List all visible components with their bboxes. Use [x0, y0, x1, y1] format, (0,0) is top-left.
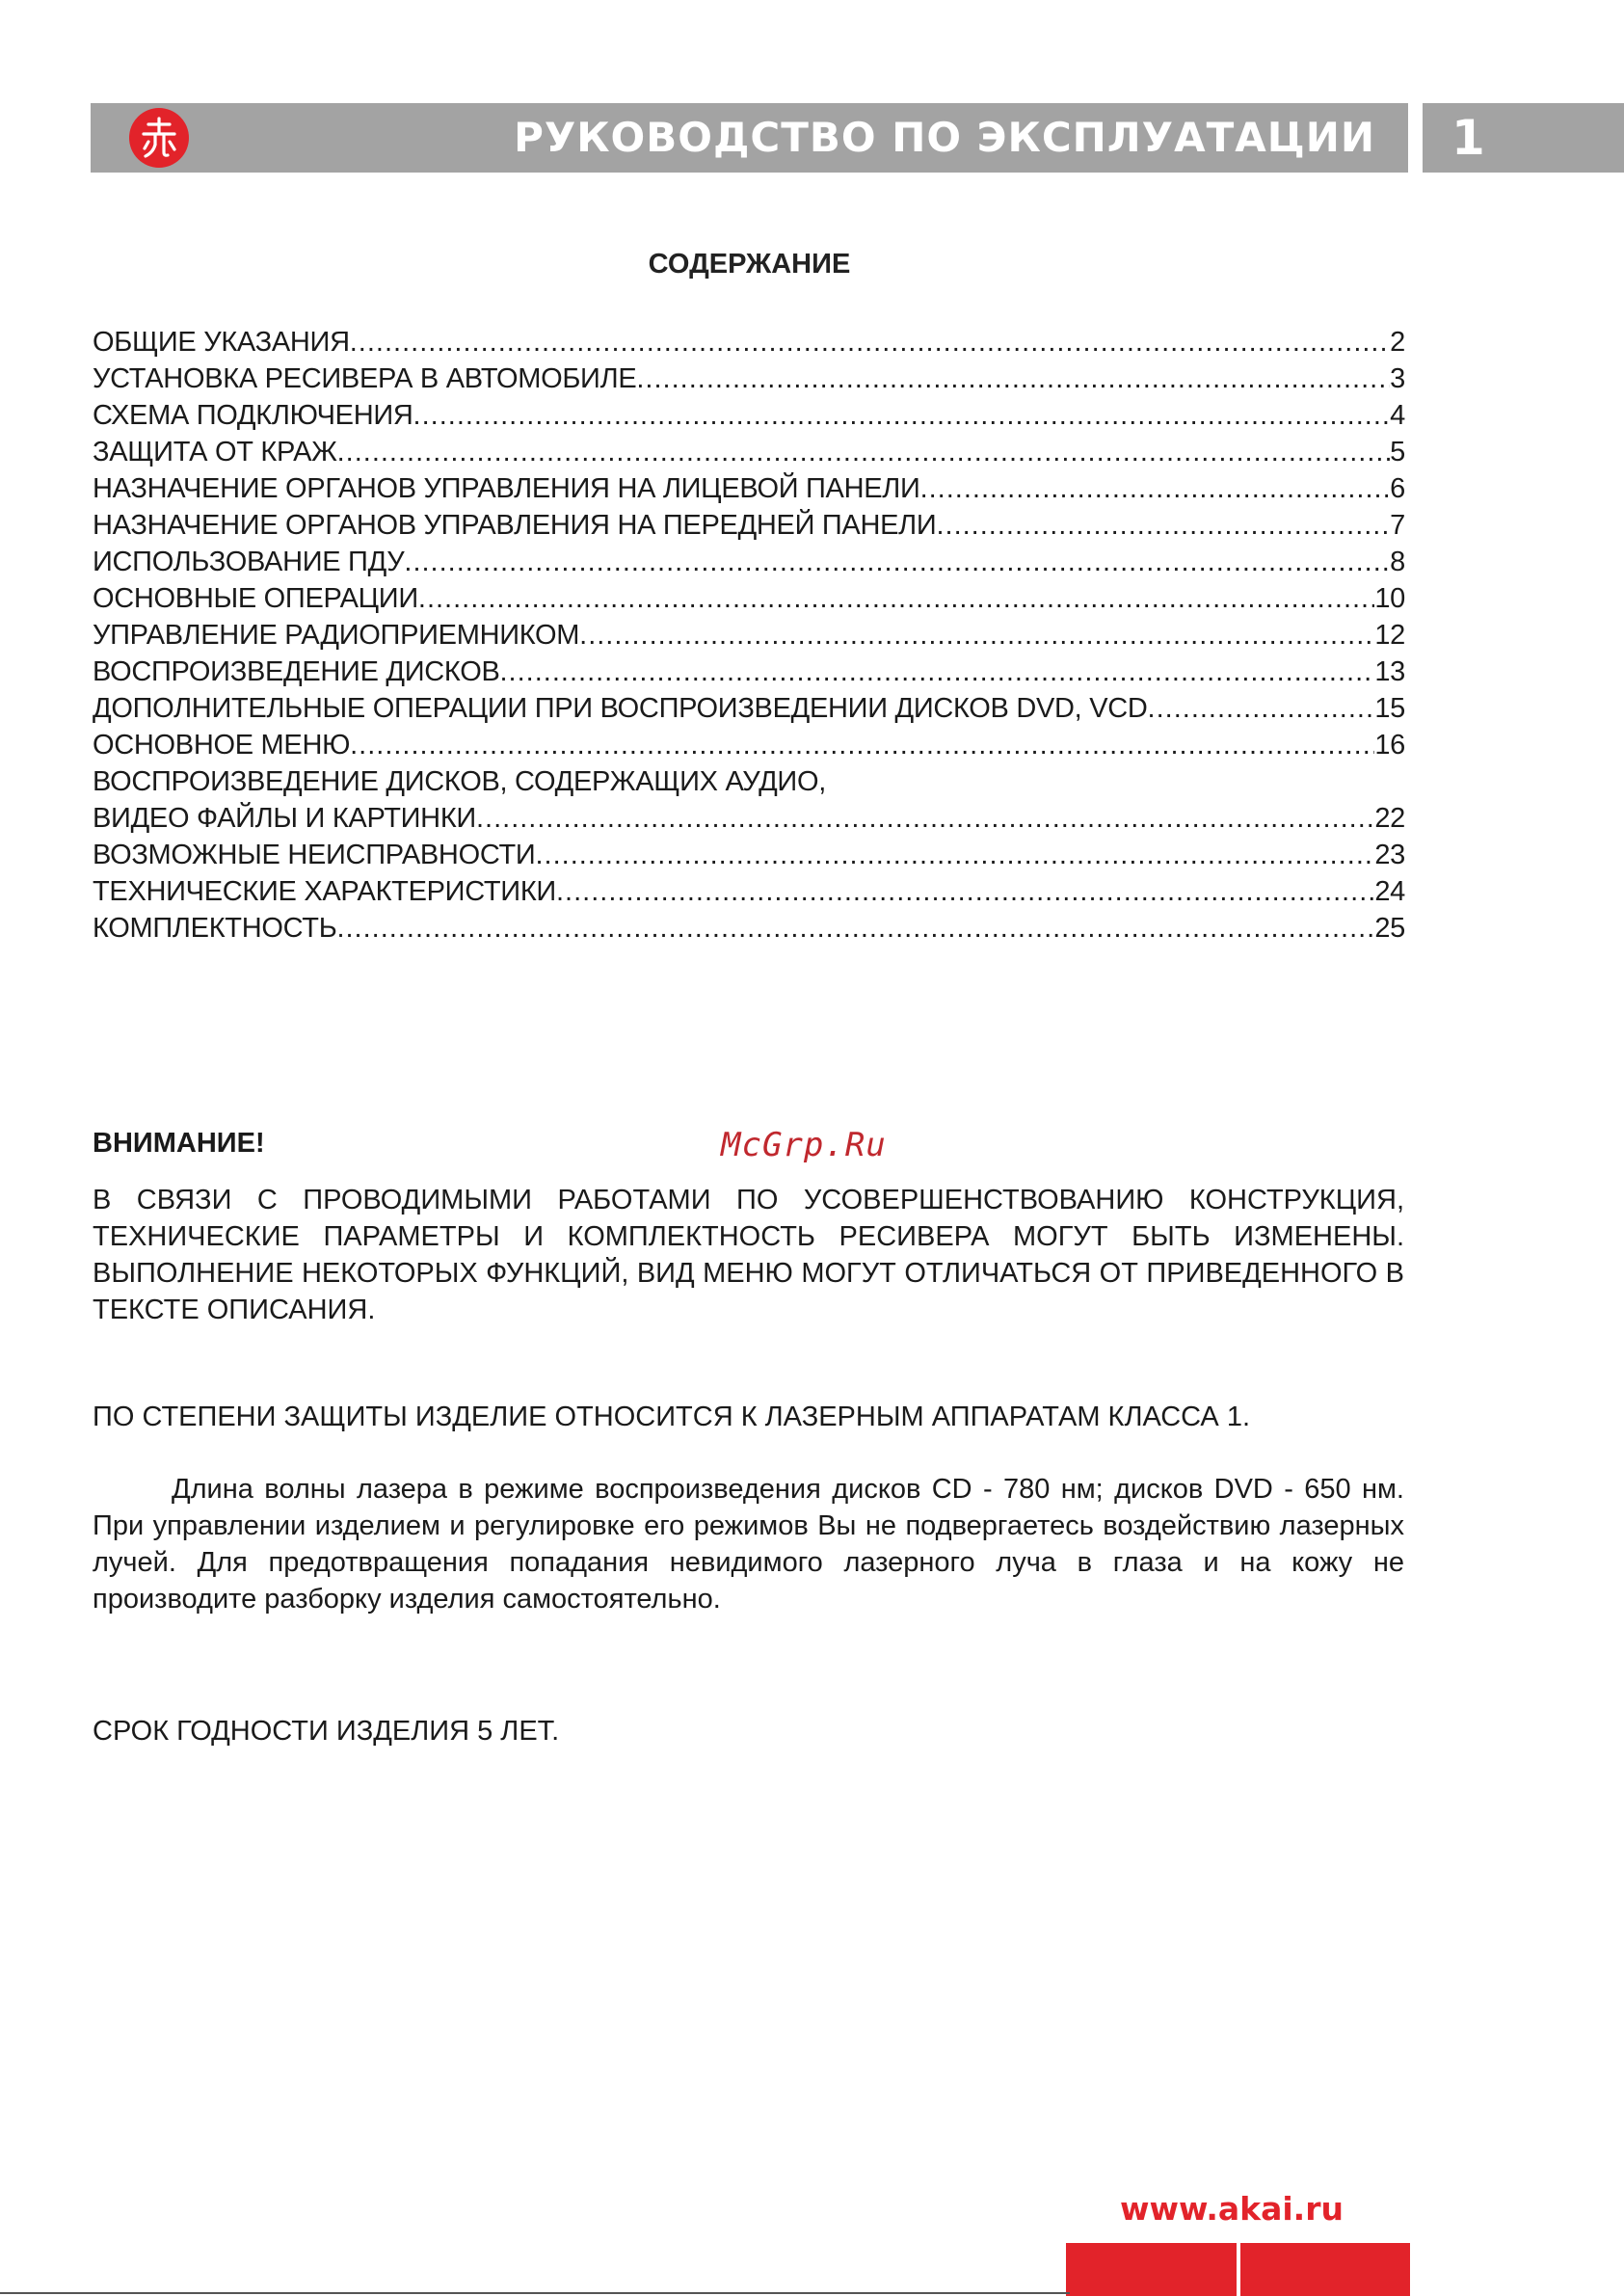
toc-entry-page: 12: [1374, 620, 1405, 651]
toc-entry-page: 3: [1390, 363, 1405, 394]
toc-entry-title: СХЕМА ПОДКЛЮЧЕНИЯ: [93, 400, 413, 431]
toc-entry: [93, 324, 1405, 360]
toc-entry-title: ВОСПРОИЗВЕДЕНИЕ ДИСКОВ, СОДЕРЖАЩИХ АУДИО,: [93, 766, 826, 797]
warning-title: ВНИМАНИЕ!: [93, 1128, 265, 1159]
toc-entry: [93, 507, 1405, 544]
toc-leader-dots: [418, 580, 1374, 617]
toc-entry-title: ВОСПРОИЗВЕДЕНИЕ ДИСКОВ: [93, 656, 500, 687]
toc-entry: [93, 800, 1405, 837]
toc-entry: [93, 580, 1405, 617]
toc-entry-page: 6: [1390, 473, 1405, 504]
toc-entry-page: 13: [1374, 656, 1405, 687]
toc-entry-title: КОМПЛЕКТНОСТЬ: [93, 913, 337, 944]
toc-entry: [93, 360, 1405, 397]
toc-entry-page: 4: [1390, 400, 1405, 431]
header-title: РУКОВОДСТВО ПО ЭКСПЛУАТАЦИИ: [514, 114, 1375, 161]
toc-leader-dots: [920, 470, 1391, 507]
toc-entry-title: ТЕХНИЧЕСКИЕ ХАРАКТЕРИСТИКИ: [93, 876, 556, 907]
toc-entry: [93, 654, 1405, 690]
toc-leader-dots: [535, 837, 1374, 873]
toc-entry-page: 8: [1390, 547, 1405, 577]
toc-leader-dots: [1148, 690, 1375, 727]
footer-red-block: [1240, 2243, 1410, 2296]
toc-entry-title: ВИДЕО ФАЙЛЫ И КАРТИНКИ: [93, 803, 476, 834]
toc-entry-title: ОБЩИЕ УКАЗАНИЯ: [93, 327, 350, 358]
laser-details: Длина волны лазера в режиме воспроизведения дисков CD - 780 нм; дисков DVD - 650 нм. При управлении изделием и регулировке его режимов Вы не подвергаетесь воздействию лазерных лучей. Для предотвращения попадания невидимого лазерного луча в глаза и на кожу не производите разборку изделия самостоятельно.: [93, 1474, 1404, 1615]
toc-entry-page: 10: [1374, 583, 1405, 614]
toc-leader-dots: [579, 617, 1374, 654]
toc-leader-dots: [556, 873, 1374, 910]
toc-entry-page: 23: [1374, 840, 1405, 870]
toc-entry: [93, 690, 1405, 727]
page-number-box: [1423, 103, 1624, 173]
toc-leader-dots: [636, 360, 1390, 397]
toc-entry-title: ЗАЩИТА ОТ КРАЖ: [93, 437, 337, 467]
toc-entry-title: УСТАНОВКА РЕСИВЕРА В АВТОМОБИЛЕ: [93, 363, 637, 394]
footer-rule: [0, 2292, 1070, 2294]
table-of-contents: [93, 324, 1405, 947]
toc-leader-dots: [936, 507, 1390, 544]
toc-entry: [93, 470, 1405, 507]
toc-entry-page: 15: [1374, 693, 1405, 724]
toc-entry-title: НАЗНАЧЕНИЕ ОРГАНОВ УПРАВЛЕНИЯ НА ЛИЦЕВОЙ ПАНЕЛИ: [93, 473, 920, 504]
toc-entry-page: 25: [1374, 913, 1405, 944]
footer-red-block: [1066, 2243, 1237, 2296]
toc-entry: [93, 727, 1405, 763]
toc-entry-page: 24: [1374, 876, 1405, 907]
toc-entry-page: 22: [1374, 803, 1405, 834]
toc-entry-title: ИСПОЛЬЗОВАНИЕ ПДУ: [93, 547, 405, 577]
toc-leader-dots: [413, 397, 1391, 434]
akai-logo: [129, 108, 189, 168]
shelf-life: СРОК ГОДНОСТИ ИЗДЕЛИЯ 5 ЛЕТ.: [93, 1716, 560, 1747]
toc-entry-page: 16: [1374, 730, 1405, 761]
toc-entry: [93, 397, 1405, 434]
toc-leader-dots: [404, 544, 1390, 580]
warning-notice: В СВЯЗИ С ПРОВОДИМЫМИ РАБОТАМИ ПО УСОВЕРШЕНСТВОВАНИЮ КОНСТРУКЦИЯ, ТЕХНИЧЕСКИЕ ПАРАМЕТРЫ И КОМПЛЕКТНОСТЬ РЕСИВЕРА МОГУТ БЫТЬ ИЗМЕНЕНЫ. ВЫПОЛНЕНИЕ НЕКОТОРЫХ ФУНКЦИЙ, ВИД МЕНЮ МОГУТ ОТЛИЧАТЬСЯ ОТ ПРИВЕДЕННОГО В ТЕКСТЕ ОПИСАНИЯ.: [93, 1185, 1404, 1325]
toc-leader-dots: [336, 910, 1374, 947]
watermark: McGrp.Ru: [721, 1126, 887, 1164]
page-number: 1: [1451, 110, 1485, 166]
toc-entry: [93, 873, 1405, 910]
toc-entry-title: УПРАВЛЕНИЕ РАДИОПРИЕМНИКОМ: [93, 620, 580, 651]
toc-entry: [93, 910, 1405, 947]
laser-class-statement: ПО СТЕПЕНИ ЗАЩИТЫ ИЗДЕЛИЕ ОТНОСИТСЯ К ЛАЗЕРНЫМ АППАРАТАМ КЛАССА 1.: [93, 1402, 1251, 1432]
toc-entry: [93, 763, 1405, 800]
toc-entry-page: 7: [1390, 510, 1405, 541]
toc-entry-title: ОСНОВНЫЕ ОПЕРАЦИИ: [93, 583, 418, 614]
footer-url[interactable]: www.akai.ru: [1120, 2190, 1344, 2228]
akai-logo-icon: [129, 108, 189, 168]
toc-entry-page: 5: [1390, 437, 1405, 467]
toc-leader-dots: [350, 324, 1390, 360]
toc-leader-dots: [500, 654, 1375, 690]
toc-entry-page: 2: [1390, 327, 1405, 358]
toc-entry-title: ВОЗМОЖНЫЕ НЕИСПРАВНОСТИ: [93, 840, 536, 870]
toc-leader-dots: [337, 434, 1391, 470]
toc-entry: [93, 544, 1405, 580]
toc-leader-dots: [350, 727, 1374, 763]
toc-entry-title: НАЗНАЧЕНИЕ ОРГАНОВ УПРАВЛЕНИЯ НА ПЕРЕДНЕЙ ПАНЕЛИ: [93, 510, 937, 541]
toc-heading: СОДЕРЖАНИЕ: [648, 249, 851, 280]
toc-entry: [93, 617, 1405, 654]
toc-entry-title: ОСНОВНОЕ МЕНЮ: [93, 730, 351, 761]
toc-entry: [93, 434, 1405, 470]
toc-entry: [93, 837, 1405, 873]
toc-entry-title: ДОПОЛНИТЕЛЬНЫЕ ОПЕРАЦИИ ПРИ ВОСПРОИЗВЕДЕНИИ ДИСКОВ DVD, VCD: [93, 693, 1148, 724]
toc-leader-dots: [476, 800, 1374, 837]
